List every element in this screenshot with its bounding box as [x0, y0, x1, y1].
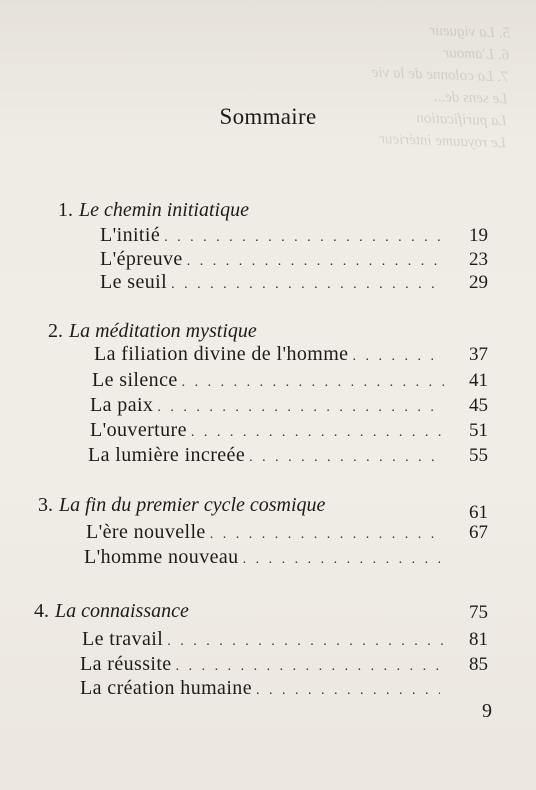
leader-dots — [249, 450, 444, 466]
entry-label: La lumière increée — [88, 444, 246, 466]
entry-label: L'ère nouvelle — [86, 521, 206, 543]
leader-dots — [164, 230, 444, 246]
section-number: 2. — [48, 320, 63, 342]
toc-entry — [92, 369, 488, 392]
entry-page: 67 — [469, 522, 488, 543]
entry-label: La filiation divine de l'homme — [94, 343, 349, 365]
entry-page: 29 — [469, 272, 488, 293]
entry-label: L'ouverture — [90, 419, 187, 441]
entry-label: L'homme nouveau — [84, 546, 239, 568]
entry-label: Le travail — [82, 628, 164, 650]
entry-label: La création humaine — [80, 677, 252, 699]
toc-entry — [80, 653, 488, 676]
toc-entry — [100, 271, 488, 294]
toc-entry — [86, 521, 488, 544]
entry-page: 23 — [469, 249, 488, 270]
leader-dots — [171, 277, 444, 293]
section-page: 61 — [469, 502, 488, 523]
section-number: 4. — [34, 600, 49, 622]
bleed-through-text: 5. La vigueur 6. L'amour 7. La colonne de la vie Le sens de... La purification Le royaume intérieur — [371, 22, 511, 152]
entry-page: 19 — [469, 225, 488, 246]
toc-entry — [84, 546, 444, 569]
entry-page: 51 — [469, 420, 488, 441]
entry-page: 55 — [469, 445, 488, 466]
toc-entry — [100, 248, 488, 271]
page-title: Sommaire — [219, 104, 317, 129]
leader-dots — [167, 634, 444, 650]
toc-entry — [100, 224, 488, 247]
section-title: La méditation mystique — [69, 320, 257, 342]
toc-entry — [90, 419, 488, 442]
section-heading — [58, 199, 249, 222]
leader-dots — [243, 552, 440, 568]
leader-dots — [176, 659, 444, 675]
entry-label: L'épreuve — [100, 248, 183, 270]
section-page: 75 — [469, 602, 488, 623]
section-heading — [34, 600, 189, 623]
leader-dots — [187, 254, 444, 270]
entry-page: 41 — [469, 370, 488, 391]
leader-dots — [210, 527, 444, 543]
leader-dots — [256, 683, 440, 699]
entry-label: La paix — [90, 394, 154, 416]
toc-entry — [88, 444, 488, 467]
toc-entry — [80, 677, 444, 700]
section-heading — [38, 494, 325, 517]
entry-label: Le silence — [92, 369, 178, 391]
entry-page: 37 — [469, 344, 488, 365]
toc-entry — [82, 628, 488, 651]
leader-dots — [182, 375, 444, 391]
leader-dots — [191, 425, 444, 441]
entry-page: 85 — [469, 654, 488, 675]
section-number: 3. — [38, 494, 53, 516]
entry-label: La réussite — [80, 653, 172, 675]
entry-label: Le seuil — [100, 271, 168, 293]
toc-entry — [90, 394, 488, 417]
toc-entry — [94, 343, 488, 366]
section-title: Le chemin initiatique — [79, 199, 249, 221]
section-heading — [48, 320, 257, 343]
entry-page: 45 — [469, 395, 488, 416]
entry-page: 81 — [469, 629, 488, 650]
page-number: 9 — [482, 700, 492, 722]
leader-dots — [157, 400, 444, 416]
section-title: La fin du premier cycle cosmique — [59, 494, 326, 516]
leader-dots — [352, 349, 444, 365]
section-number: 1. — [58, 199, 73, 221]
section-title: La connaissance — [55, 600, 189, 622]
entry-label: L'initié — [100, 224, 161, 246]
